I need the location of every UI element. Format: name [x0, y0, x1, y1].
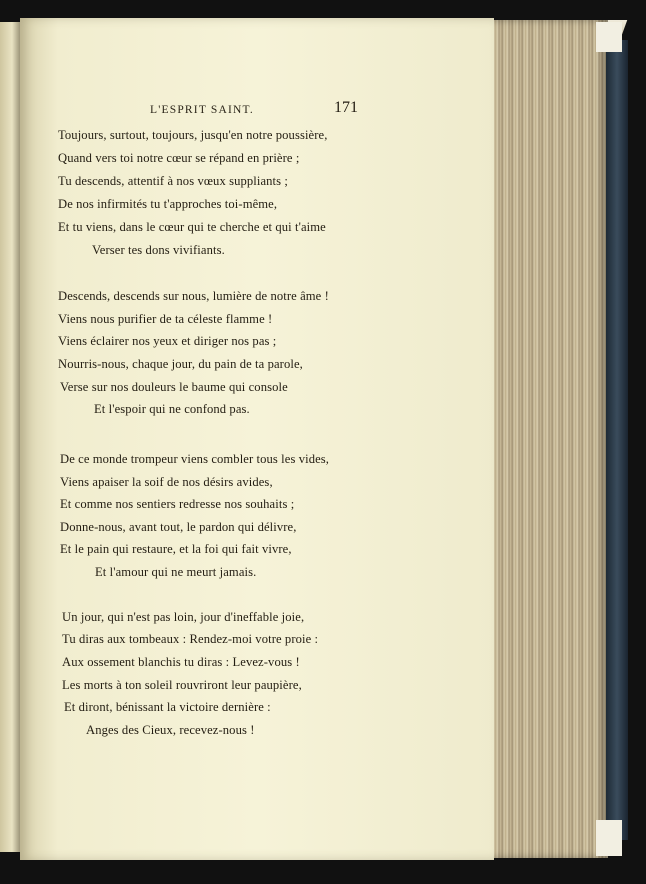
page-block-edge — [494, 20, 608, 858]
verse-line: Et l'espoir qui ne confond pas. — [94, 402, 250, 416]
verse-line: Tu diras aux tombeaux : Rendez-moi votre proie : — [62, 632, 319, 646]
verse-line: Aux ossement blanchis tu diras : Levez-vous ! — [62, 655, 300, 669]
verse-line: Viens nous purifier de ta céleste flamme ! — [58, 312, 273, 326]
verse-line: De ce monde trompeur viens combler tous les vides, — [60, 452, 330, 466]
verse-line: Et diront, bénissant la victoire dernière : — [64, 700, 271, 714]
verse-line: Donne-nous, avant tout, le pardon qui délivre, — [60, 520, 297, 534]
verse-line: Toujours, surtout, toujours, jusqu'en notre poussière, — [58, 128, 328, 142]
running-head: L'ESPRIT SAINT. — [150, 104, 254, 116]
page-number: 171 — [334, 99, 358, 116]
facing-page-edge — [0, 22, 21, 852]
verse-line: Viens apaiser la soif de nos désirs avides, — [60, 475, 273, 489]
verse-line: Un jour, qui n'est pas loin, jour d'ineffable joie, — [62, 610, 305, 624]
verse-line: Quand vers toi notre cœur se répand en prière ; — [58, 151, 300, 165]
cover-corner-top — [596, 22, 622, 52]
verse-line: Et tu viens, dans le cœur qui te cherche et qui t'aime — [58, 220, 326, 234]
cover-corner-bottom — [596, 820, 622, 856]
verse-line: Et comme nos sentiers redresse nos souhaits ; — [60, 497, 295, 511]
verse-line: De nos infirmités tu t'approches toi-même, — [58, 197, 278, 211]
book-cover — [606, 40, 628, 840]
verse-line: Verse sur nos douleurs le baume qui console — [60, 380, 288, 394]
verse-line: Anges des Cieux, recevez-nous ! — [86, 723, 255, 737]
verse-line: Et le pain qui restaure, et la foi qui fait vivre, — [60, 542, 292, 556]
verse-line: Tu descends, attentif à nos vœux suppliants ; — [58, 174, 289, 188]
verse-line: Et l'amour qui ne meurt jamais. — [95, 565, 257, 579]
verse-line: Nourris-nous, chaque jour, du pain de ta parole, — [58, 357, 303, 371]
verse-line: Les morts à ton soleil rouvriront leur paupière, — [62, 678, 302, 692]
verse-line: Descends, descends sur nous, lumière de notre âme ! — [58, 289, 329, 303]
verse-line: Viens éclairer nos yeux et diriger nos pas ; — [58, 334, 277, 348]
verse-line: Verser tes dons vivifiants. — [92, 243, 225, 257]
